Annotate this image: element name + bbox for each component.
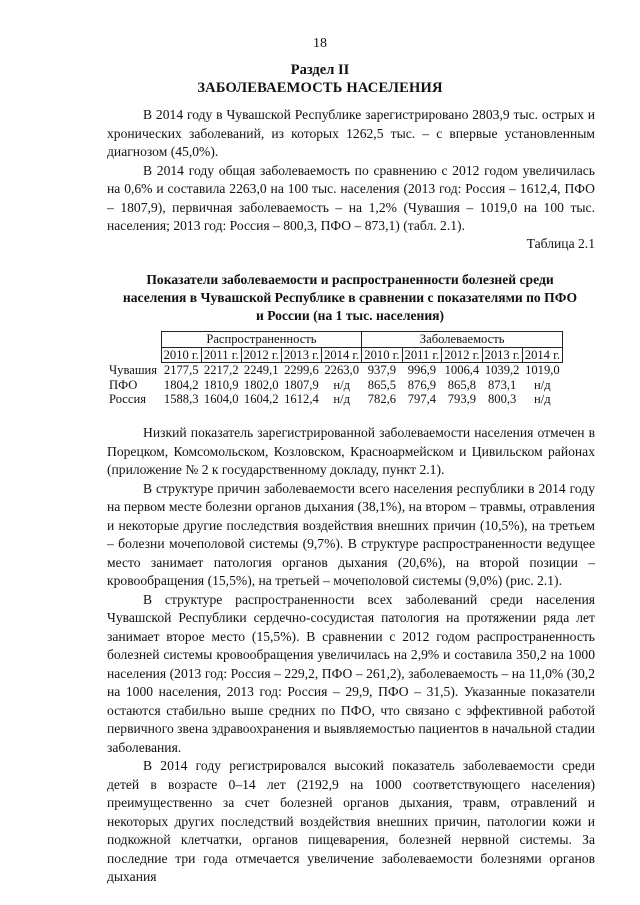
table-cell: 2263,0 bbox=[324, 363, 359, 377]
page-number: 18 bbox=[313, 36, 327, 51]
table-cell: 937,9 bbox=[367, 363, 397, 377]
table-year-header-row bbox=[107, 347, 563, 363]
paragraph: В 2014 году в Чувашской Республике зарегистрировано 2803,9 тыс. острых и хронических заболеваний, из которых 1262,5 тыс. – с впервые установленным диагнозом (45,0%). bbox=[107, 107, 595, 159]
table-year-header: 2011 г. bbox=[201, 347, 241, 363]
table-cell: 1804,2 bbox=[163, 377, 199, 392]
table-cell: 797,4 bbox=[407, 392, 437, 406]
table-row bbox=[107, 392, 563, 407]
table-cell: 1604,2 bbox=[243, 392, 279, 406]
section-title: ЗАБОЛЕВАЕМОСТЬ НАСЕЛЕНИЯ bbox=[197, 80, 443, 96]
section-label: Раздел II bbox=[290, 62, 350, 78]
table-year-header: 2010 г. bbox=[161, 347, 201, 363]
table-cell: 1019,0 bbox=[525, 363, 560, 377]
table-year-header: 2011 г. bbox=[402, 347, 442, 363]
table-cell: 876,9 bbox=[407, 377, 437, 392]
intro-text bbox=[107, 106, 595, 236]
table-cell: н/д bbox=[534, 377, 551, 392]
stats-table bbox=[107, 331, 563, 407]
body-text bbox=[107, 424, 595, 887]
table-cell: 873,1 bbox=[487, 377, 517, 392]
table-group-header-row bbox=[107, 332, 563, 348]
paragraph: В структуре распространенности всех заболеваний среди населения Чувашской Республики сердечно-сосудистая патология на протяжении ряда лет занимает второе место (15,5%). В сравнении с 2012 годом распространенность болезней системы кровообращения увеличилась на 2,9% и составила 350,2 на 1000 населения (2013 год: Россия – 229,2, ПФО – 261,2), заболеваемость – на 11,0% (30,2 на 1000 населения, 2013 год: Россия – 29,9, ПФО – 31,5). Указанные показатели остаются стабильно выше средних по ПФО, что связано с эффективной работой первичного звена здравоохранения и выявляемостью пациентов в начальной стадии заболевания. bbox=[107, 591, 595, 755]
table-cell: 1604,0 bbox=[203, 392, 239, 406]
table-group-header: Распространенность bbox=[161, 332, 362, 348]
table-year-header: 2013 г. bbox=[482, 347, 522, 363]
table-cell: 1588,3 bbox=[163, 392, 199, 406]
table-label: Таблица 2.1 bbox=[526, 236, 595, 251]
table-cell: 793,9 bbox=[447, 392, 477, 406]
paragraph: В 2014 году регистрировался высокий показатель заболеваемости среди детей в возрасте 0–14 лет (2192,9 на 1000 соответствующего населения) преимущественно за счет болезней органов дыхания, травм, отравлений и некоторых других последствий воздействия внешних причин, патологии кожи и подкожной клетчатки, органов пищеварения, болезней нервной системы. За последние три года отмечается увеличение заболеваемости болезнями органов дыхания bbox=[107, 758, 595, 884]
table-row-label: Россия bbox=[109, 392, 147, 406]
table-cell: 1039,2 bbox=[484, 363, 520, 377]
table-row bbox=[107, 378, 563, 393]
table-year-header: 2014 г. bbox=[522, 347, 562, 363]
paragraph: Низкий показатель зарегистрированной заболеваемости населения отмечен в Порецком, Комсомольском, Козловском, Красноармейском и Цивильском районах (приложение № 2 к государственному докладу, пункт 2.1). bbox=[107, 425, 595, 477]
table-row-label: Чувашия bbox=[109, 362, 158, 377]
table-cell: 865,5 bbox=[367, 377, 397, 392]
table-cell: 996,9 bbox=[407, 363, 437, 377]
table-cell: 800,3 bbox=[487, 392, 517, 406]
table-cell: н/д bbox=[534, 392, 551, 406]
table-cell: 1807,9 bbox=[284, 377, 319, 392]
table-year-header: 2012 г. bbox=[241, 347, 281, 363]
table-title: Показатели заболеваемости и распространенности болезней среди населения в Чувашской Республике в сравнении с показателями по ПФО и России (на 1 тыс. населения) bbox=[122, 272, 578, 323]
table-cell: 782,6 bbox=[367, 392, 397, 406]
table-year-header: 2014 г. bbox=[322, 347, 362, 363]
table-cell: 1802,0 bbox=[243, 377, 279, 392]
table-year-header: 2013 г. bbox=[281, 347, 321, 363]
table-cell: 2177,5 bbox=[163, 363, 199, 377]
table-cell: н/д bbox=[333, 392, 350, 406]
table-cell: н/д bbox=[333, 377, 350, 392]
table-cell: 865,8 bbox=[447, 377, 477, 392]
table-corner-cell bbox=[107, 347, 161, 363]
table-cell: 1810,9 bbox=[203, 377, 239, 392]
table-cell: 1612,4 bbox=[284, 392, 319, 406]
table-cell: 2249,1 bbox=[243, 363, 279, 377]
table-cell: 2217,2 bbox=[203, 363, 239, 377]
table-group-header: Заболеваемость bbox=[362, 332, 563, 348]
table-cell: 1006,4 bbox=[444, 363, 480, 377]
table-year-header: 2010 г. bbox=[362, 347, 402, 363]
table-row-label: ПФО bbox=[109, 377, 138, 392]
table-cell: 2299,6 bbox=[284, 363, 319, 377]
table-corner-cell bbox=[107, 332, 161, 348]
paragraph: В 2014 году общая заболеваемость по сравнению с 2012 годом увеличилась на 0,6% и составила 2263,0 на 100 тыс. населения (2013 год: Россия – 1612,4, ПФО – 1807,9), первичная заболеваемость – на 1,2% (Чувашия – 1019,0 на 100 тыс. населения; 2013 год: Россия – 800,3, ПФО – 873,1) (табл. 2.1). bbox=[107, 162, 595, 233]
paragraph: В структуре причин заболеваемости всего населения республики в 2014 году на первом месте болезни органов дыхания (38,1%), на втором – травмы, отравления и некоторые другие последствия воздействия внешних причин (10,5%), на третьем – болезни мочеполовой системы (9,7%). В структуре распространенности ведущее место занимает патология органов дыхания (20,6%), на второй позиции – кровообращения (15,5%), на третьей – мочеполовой системы (9,0%) (рис. 2.1). bbox=[107, 480, 595, 588]
table-year-header: 2012 г. bbox=[442, 347, 482, 363]
table-row bbox=[107, 363, 563, 378]
